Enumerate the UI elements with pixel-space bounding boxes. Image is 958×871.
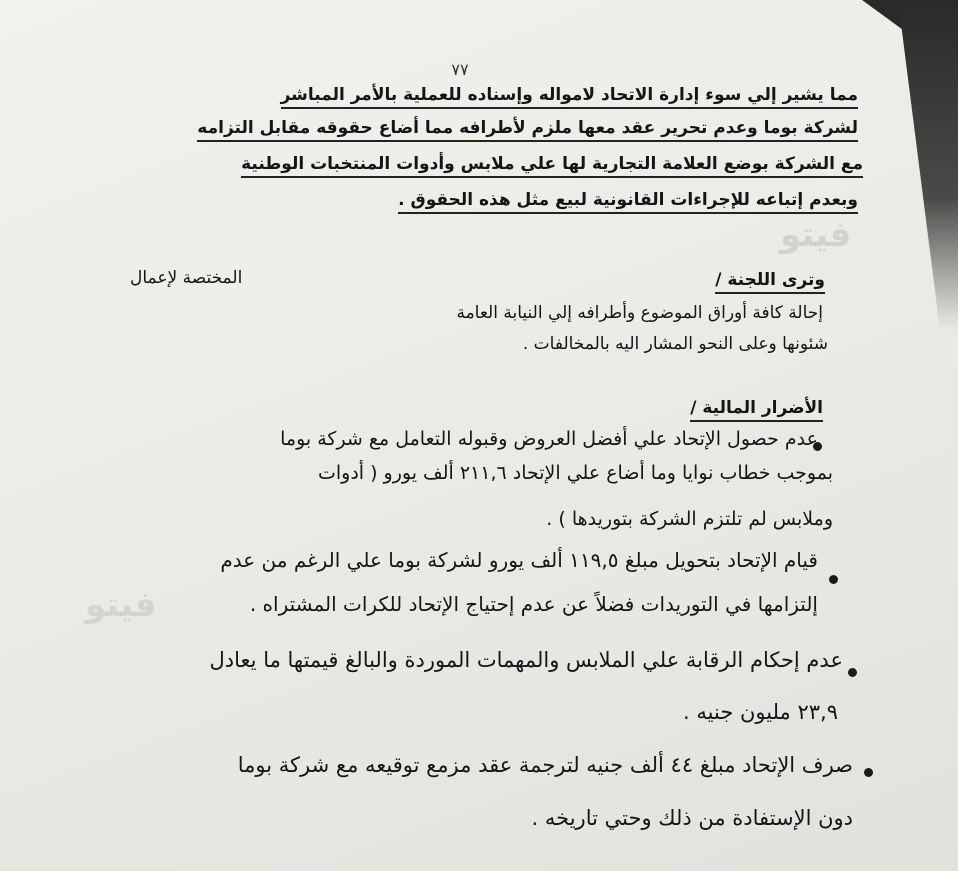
bullet-3-line-2: ٢٣,٩ مليون جنيه . (683, 700, 838, 724)
committee-line-3: شئونها وعلى النحو المشار اليه بالمخالفات . (522, 334, 828, 354)
underlined-line-2: لشركة بوما وعدم تحرير عقد معها ملزم لأطرافه مما أضاع حقوقه مقابل التزامه (197, 118, 858, 142)
underlined-line-4: وبعدم إتباعه للإجراءات القانونية لبيع مثل هذه الحقوق . (398, 190, 858, 214)
financial-heading: الأضرار المالية / (690, 398, 823, 422)
committee-line-1: المختصة لإعمال (130, 268, 243, 288)
underlined-line-3: مع الشركة بوضع العلامة التجارية لها علي ملابس وأدوات المنتخبات الوطنية (241, 154, 863, 178)
bullet-1-line-3: وملابس لم تلتزم الشركة بتوريدها ) . (546, 508, 833, 530)
bullet-2-dot (829, 575, 838, 584)
bullet-4-dot (864, 768, 873, 777)
bullet-1-line-2: بموجب خطاب نوايا وما أضاع علي الإتحاد ٢١١,٦ ألف يورو ( أدوات (317, 462, 833, 484)
bullet-4-line-2: دون الإستفادة من ذلك وحتي تاريخه . (531, 806, 853, 830)
bullet-4-line-1: صرف الإتحاد مبلغ ٤٤ ألف جنيه لترجمة عقد مزمع توقيعه مع شركة بوما (237, 753, 853, 777)
underlined-line-1: مما يشير إلي سوء إدارة الاتحاد لامواله وإسناده للعملية بالأمر المباشر (281, 85, 858, 109)
bullet-3-line-1: عدم إحكام الرقابة علي الملابس والمهمات الموردة والبالغ قيمتها ما يعادل (209, 648, 843, 672)
bullet-2-line-2: إلتزامها في التوريدات فضلاً عن عدم إحتياج الإتحاد للكرات المشتراه . (249, 592, 818, 616)
page-number: ٧٧ (451, 60, 469, 79)
committee-line-2: إحالة كافة أوراق الموضوع وأطرافه إلي النيابة العامة (456, 303, 823, 323)
watermark-logo: فيتو (85, 585, 157, 625)
watermark-logo: فيتو (780, 215, 852, 255)
bullet-2-line-1: قيام الإتحاد بتحويل مبلغ ١١٩,٥ ألف يورو لشركة بوما علي الرغم من عدم (220, 548, 818, 572)
bullet-3-dot (848, 668, 857, 677)
committee-heading: وترى اللجنة / (715, 270, 825, 294)
bullet-1-line-1: عدم حصول الإتحاد علي أفضل العروض وقبوله التعامل مع شركة بوما (280, 428, 818, 450)
